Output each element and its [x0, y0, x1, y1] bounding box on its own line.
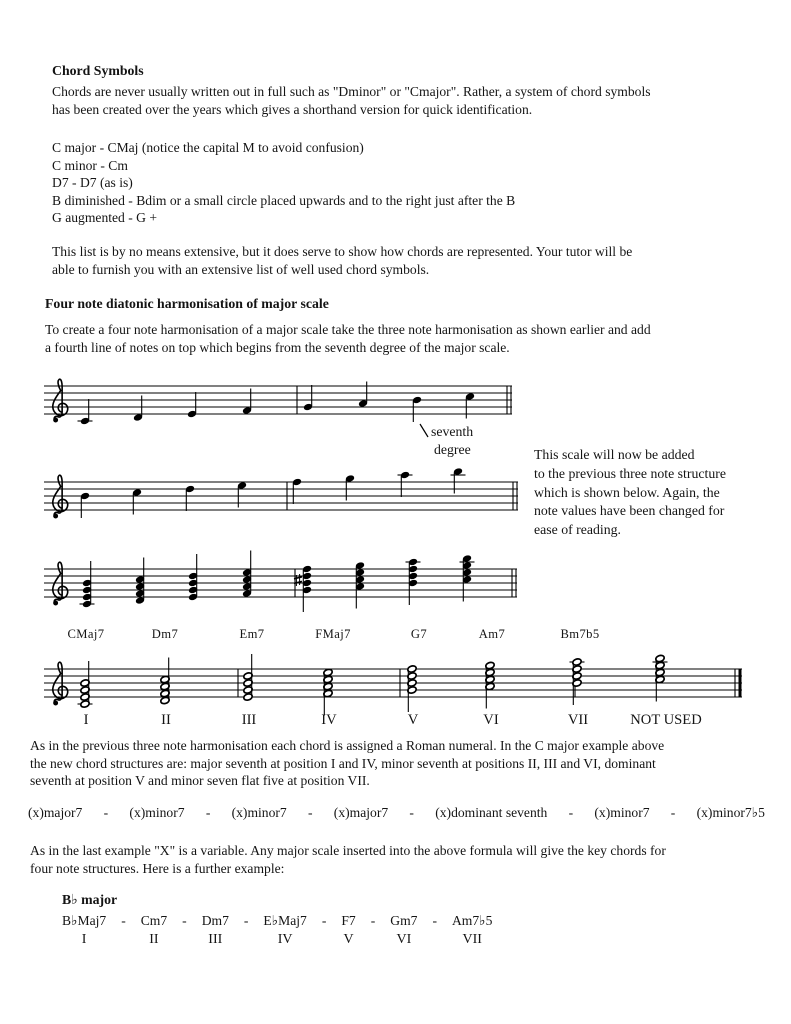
bb-roman-numeral: II [149, 932, 159, 947]
treble-clef-icon [53, 662, 68, 705]
annotation-line: seventh [431, 424, 474, 439]
quarter-note-head [242, 589, 252, 597]
half-note-head [243, 693, 253, 701]
quarter-note-head [242, 406, 252, 414]
formula-separator: - [409, 805, 414, 820]
bb-chord-name: Dm7 [201, 913, 229, 928]
quarter-note-head [292, 478, 302, 486]
bb-separator: - [370, 913, 376, 928]
quarter-note-head [80, 492, 90, 500]
bb-chord-column [62, 912, 106, 949]
variable-note-paragraph [30, 842, 666, 877]
chord-label: G7 [410, 627, 428, 641]
half-note-head [407, 672, 417, 680]
treble-clef-icon [53, 379, 68, 422]
quarter-note-head [355, 568, 365, 576]
text-line: a fourth line of notes on top which begins from the seventh degree of the major scale. [45, 339, 510, 355]
bb-chord-name: Gm7 [390, 913, 418, 928]
quarter-note-head [188, 572, 198, 580]
quarter-note-head [400, 471, 410, 479]
quarter-note-head [462, 554, 472, 562]
bb-chord-column [341, 912, 355, 949]
half-note-head [572, 679, 582, 687]
roman-numeral-label: I [83, 712, 89, 728]
chord-label: CMaj7 [67, 627, 105, 641]
roman-numeral-label: VII [567, 712, 589, 728]
half-note-head [485, 682, 495, 690]
quarter-note-head [185, 485, 195, 493]
half-note-head [572, 665, 582, 673]
formula-token: (x)dominant seventh [435, 805, 548, 820]
quarter-note-head [135, 589, 145, 597]
quarter-note-head [302, 565, 312, 573]
text-line: ease of reading. [534, 522, 621, 538]
half-note-head [323, 675, 333, 683]
chord-label: Bm7b5 [560, 627, 600, 641]
quarter-note-head [82, 593, 92, 601]
text-line: has been created over the years which gives a shorthand version for quick identification. [52, 101, 533, 117]
numeral-explanation-paragraph [30, 737, 664, 790]
half-note-head [243, 686, 253, 694]
quarter-note-head [188, 593, 198, 601]
staff-scale-from-seventh-degree [44, 467, 518, 518]
half-note-head [323, 668, 333, 676]
half-note-head [243, 679, 253, 687]
bb-chord-column [452, 912, 492, 949]
half-note-head [160, 682, 170, 690]
half-note-head [655, 654, 665, 662]
bb-roman-numeral: IV [277, 932, 293, 947]
quarter-note-head [462, 561, 472, 569]
annotation-line: degree [434, 442, 471, 457]
bb-chord-column [202, 912, 229, 949]
bb-roman-numeral: III [208, 932, 223, 947]
quarter-note-head [132, 488, 142, 496]
text-line: four note structures. Here is a further example: [30, 860, 285, 876]
quarter-note-head [82, 579, 92, 587]
bb-roman-numeral: I [81, 932, 87, 947]
text-line: G augmented - G + [52, 210, 158, 225]
half-note-head [160, 696, 170, 704]
bb-separator: - [432, 913, 437, 928]
quarter-note-head [237, 481, 247, 489]
half-note-head [407, 665, 417, 673]
text-line: Chords are never usually written out in full such as "Dminor" or "Cmajor". Rather, a system of chord symbols [52, 84, 651, 99]
formula-token: (x)minor7 [594, 805, 650, 820]
staff-four-note-chords-quarter [44, 551, 517, 613]
bb-roman-numeral: VI [396, 932, 412, 947]
text-line: C minor - Cm [52, 157, 128, 173]
text-line: C major - CMaj (notice the capital M to avoid confusion) [52, 140, 364, 155]
formula-token: (x)major7 [333, 805, 389, 820]
half-note-head [407, 679, 417, 687]
bb-chord-name: F7 [341, 913, 356, 928]
quarter-note-head [408, 579, 418, 587]
staff-four-note-chords-half [44, 654, 742, 716]
quarter-note-head [187, 410, 197, 418]
half-note-head [160, 675, 170, 683]
formula-token: (x)minor7♭5 [696, 805, 765, 820]
bb-chord-column [141, 912, 167, 949]
text-line: to the previous three note structure [534, 465, 726, 481]
half-note-head [655, 675, 665, 683]
formula-separator: - [103, 805, 109, 820]
quarter-note-head [412, 396, 422, 404]
quarter-note-head [302, 579, 312, 587]
text-line: which is shown below. Again, the [534, 484, 720, 500]
formula-token: (x)minor7 [231, 805, 287, 820]
quarter-note-head [242, 575, 252, 583]
text-line: As in the previous three note harmonisation each chord is assigned a Roman numeral. In the C major example above [30, 738, 665, 753]
treble-clef-icon [53, 475, 68, 518]
chord-formula-row [28, 805, 765, 821]
quarter-note-head [135, 575, 145, 583]
chord-symbol-examples-list [52, 139, 515, 227]
half-note-head [485, 675, 495, 683]
text-line: D7 - D7 (as is) [52, 175, 133, 190]
quarter-note-head [242, 568, 252, 576]
half-note-head [655, 668, 665, 676]
formula-separator: - [568, 805, 574, 820]
bb-separator: - [182, 913, 187, 928]
quarter-note-head [135, 596, 145, 604]
quarter-note-head [355, 561, 365, 569]
formula-separator: - [308, 805, 313, 820]
bb-chord-name: E♭Maj7 [263, 913, 307, 928]
half-note-head [243, 672, 253, 680]
quarter-note-head [82, 586, 92, 594]
bb-separator: - [321, 913, 327, 928]
quarter-note-head [135, 582, 145, 590]
half-note-head [572, 658, 582, 666]
bb-chord-name: Am7♭5 [451, 913, 493, 928]
quarter-note-head [242, 582, 252, 590]
bb-chord-name: B♭Maj7 [62, 913, 107, 928]
half-note-head [655, 661, 665, 669]
roman-numeral-label: IV [321, 712, 337, 728]
bb-major-chord-table [62, 912, 492, 949]
harmonisation-intro-paragraph [45, 321, 651, 356]
quarter-note-head [188, 579, 198, 587]
half-note-head [80, 686, 90, 694]
quarter-note-head [302, 586, 312, 594]
bb-separator: - [243, 913, 249, 928]
half-note-head [80, 679, 90, 687]
section-heading-harmonisation: Four note diatonic harmonisation of major scale [45, 296, 329, 311]
half-note-head [80, 700, 90, 708]
text-line: As in the last example "X" is a variable. Any major scale inserted into the above formula will give the key chords for [30, 843, 666, 858]
half-note-head [485, 661, 495, 669]
quarter-note-head [345, 474, 355, 482]
bb-major-heading: B♭ major [62, 892, 118, 907]
side-note-paragraph [534, 446, 726, 540]
roman-numeral-label: VI [483, 712, 499, 728]
chord-label: Dm7 [151, 627, 179, 641]
chord-label: Em7 [239, 627, 265, 641]
half-note-head [323, 689, 333, 697]
quarter-note-head [408, 572, 418, 580]
formula-token: (x)major7 [28, 805, 83, 820]
quarter-note-head [408, 558, 418, 566]
bb-chord-column [263, 912, 306, 949]
staff-c-major-scale-upper-octave [44, 379, 512, 425]
quarter-note-head [462, 575, 472, 583]
quarter-note-head [80, 417, 90, 425]
half-note-head [485, 668, 495, 676]
half-note-head [323, 682, 333, 690]
text-line: the new chord structures are: major seventh at position I and IV, minor seventh at positions II, III and VI, dominant [30, 755, 656, 771]
formula-separator: - [205, 805, 211, 820]
bb-chord-name: Cm7 [140, 913, 168, 928]
text-line: This list is by no means extensive, but it does serve to show how chords are represented. Your tutor will be [52, 244, 633, 259]
roman-numeral-label: NOT USED [630, 712, 702, 728]
bb-roman-numeral: V [343, 932, 354, 947]
half-note-head [80, 693, 90, 701]
text-line: able to furnish you with an extensive list of well used chord symbols. [52, 261, 430, 277]
bb-roman-numeral: VII [462, 932, 482, 947]
chord-symbols-outro-paragraph [52, 243, 632, 278]
roman-numeral-label: II [161, 712, 171, 728]
seventh-degree-annotation [431, 423, 473, 459]
quarter-note-head [355, 582, 365, 590]
quarter-note-head [408, 565, 418, 573]
quarter-note-head [302, 572, 312, 580]
text-line: To create a four note harmonisation of a major scale take the three note harmonisation as shown earlier and add [45, 322, 651, 337]
quarter-note-head [188, 586, 198, 594]
bb-separator: - [121, 913, 126, 928]
quarter-note-head [358, 399, 368, 407]
half-note-head [572, 672, 582, 680]
quarter-note-head [303, 403, 313, 411]
half-note-head [160, 689, 170, 697]
text-line: note values have been changed for [534, 503, 725, 519]
bb-chord-column [390, 912, 417, 949]
text-line: This scale will now be added [534, 447, 695, 462]
quarter-note-head [465, 392, 475, 400]
quarter-note-head [355, 575, 365, 583]
quarter-note-head [133, 413, 143, 421]
chord-symbols-intro-paragraph [52, 83, 651, 118]
quarter-note-head [462, 568, 472, 576]
text-line: B diminished - Bdim or a small circle placed upwards and to the right just after the B [52, 192, 516, 208]
roman-numeral-label: V [407, 712, 419, 728]
formula-separator: - [670, 805, 676, 820]
quarter-note-head [453, 467, 463, 475]
seventh-degree-pointer-line [420, 424, 428, 437]
formula-token: (x)minor7 [129, 805, 185, 820]
half-note-head [407, 686, 417, 694]
chord-label: Am7 [478, 627, 506, 641]
chord-label: FMaj7 [315, 627, 351, 641]
quarter-note-head [82, 600, 92, 608]
text-line: seventh at position V and minor seven flat five at position VII. [30, 773, 370, 788]
roman-numeral-label: III [241, 712, 257, 728]
treble-clef-icon [53, 562, 68, 605]
section-heading-chord-symbols: Chord Symbols [52, 63, 144, 78]
